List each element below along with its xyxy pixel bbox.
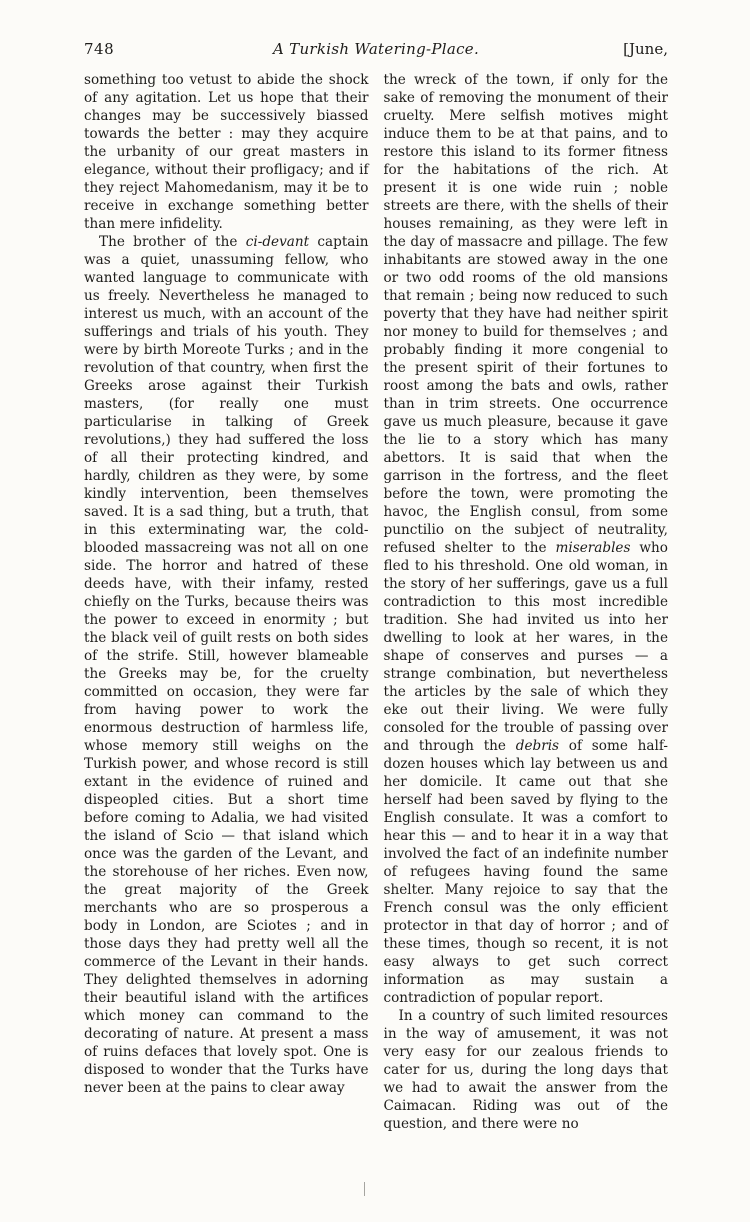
paragraph bbox=[84, 233, 369, 1097]
body-text: something too vetust to abide the shock of any agitation. Let us hope that their changes may be successively biassed towards the better : may they acquire the urbanity of our great masters in elegance, without their profligacy; and if they reject Mahomedanism, may it be to receive in exchange something better than mere infidelity. bbox=[84, 72, 369, 232]
body-text: of some half-dozen houses which lay between us and her domicile. It came out that she herself had been saved by flying to the English consulate. It was a comfort to hear this — and to hear it in a way that involved the fact of an indefinite number of refugees having found the same shelter. Many rejoice to say that the French consul was the only efficient protector in that day of horror ; and of these times, though so recent, it is not easy always to get such correct information as may sustain a contradiction of popular report. bbox=[383, 738, 668, 1006]
body-text: In a country of such limited resources in the way of amusement, it was not very easy for our zealous friends to cater for us, during the long days that we had to await the answer from the Caimacan. Riding was out of the question, and there were no bbox=[383, 1008, 668, 1132]
paragraph bbox=[384, 71, 669, 1007]
scan-artifact bbox=[364, 1182, 365, 1196]
italic-text: miserables bbox=[555, 540, 631, 556]
issue-date: [June, bbox=[623, 40, 668, 58]
page-header bbox=[84, 40, 668, 58]
page-number: 748 bbox=[84, 40, 115, 58]
running-title: A Turkish Watering-Place. bbox=[272, 40, 480, 58]
italic-text: ci-devant bbox=[245, 234, 310, 250]
right-column bbox=[384, 71, 669, 1133]
italic-text: debris bbox=[515, 738, 560, 754]
text-columns bbox=[84, 71, 668, 1133]
body-text: The brother of the bbox=[99, 234, 246, 250]
body-text: who fled to his threshold. One old woman, in the story of her sufferings, gave us a full contradiction to this most incredible tradition. She had invited us into her dwelling to look at her wares, in the shape of conserves and purses — a strange combination, but nevertheless the articles by the sale of which they eke out their living. We were fully consoled for the trouble of passing over and through the bbox=[383, 540, 668, 754]
left-column bbox=[84, 71, 369, 1133]
body-text: captain was a quiet, unassuming fellow, who wanted language to communicate with us freely. Nevertheless he managed to interest us much, with an account of the sufferings and trials of his youth. They were by birth Moreote Turks ; and in the revolution of that country, when first the Greeks arose against their Turkish masters, (for really one must particularise in talking of Greek revolutions,) they had suffered the loss of all their protecting kindred, and hardly, children as they were, by some kindly intervention, been themselves saved. It is a sad thing, but a truth, that in this exterminating war, the cold-blooded massacreing was not all on one side. The horror and hatred of these deeds have, with their infamy, rested chiefly on the Turks, because theirs was the power to exceed in enormity ; but the black veil of guilt rests on both sides of the strife. Still, however blameable the Greeks may be, for the cruelty committed on occasion, they were far from having power to work the enormous destruction of harmless life, whose memory still weighs on the Turkish power, and whose record is still extant in the evidence of ruined and dispeopled cities. But a short time before coming to Adalia, we had visited the island of Scio — that island which once was the garden of the Levant, and the storehouse of her riches. Even now, the great majority of the Greek merchants who are so prosperous a body in London, are Sciotes ; and in those days they had pretty well all the commerce of the Levant in their hands. They delighted themselves in adorning their beautiful island with the artifices which money can command to the decorating of nature. At present a mass of ruins defaces that lovely spot. One is disposed to wonder that the Turks have never been at the pains to clear away bbox=[84, 234, 369, 1096]
paragraph bbox=[84, 71, 369, 233]
paragraph bbox=[384, 1007, 669, 1133]
body-text: the wreck of the town, if only for the sake of removing the monument of their cruelty. Mere selfish motives might induce them to be at that pains, and to restore this island to its former fitness for the habitations of the rich. At present it is one wide ruin ; noble streets are there, with the shells of their houses remaining, as they were left in the day of massacre and pillage. The few inhabitants are stowed away in the one or two odd rooms of the old mansions that remain ; being now reduced to such poverty that they have had neither spirit nor money to build for themselves ; and probably finding it more congenial to the present spirit of their fortunes to roost among the bats and owls, rather than in trim streets. One occurrence gave us much pleasure, because it gave the lie to a story which has many abettors. It is said that when the garrison in the fortress, and the fleet before the town, were promoting the havoc, the English consul, from some punctilio on the subject of neutrality, refused shelter to the bbox=[383, 72, 668, 556]
